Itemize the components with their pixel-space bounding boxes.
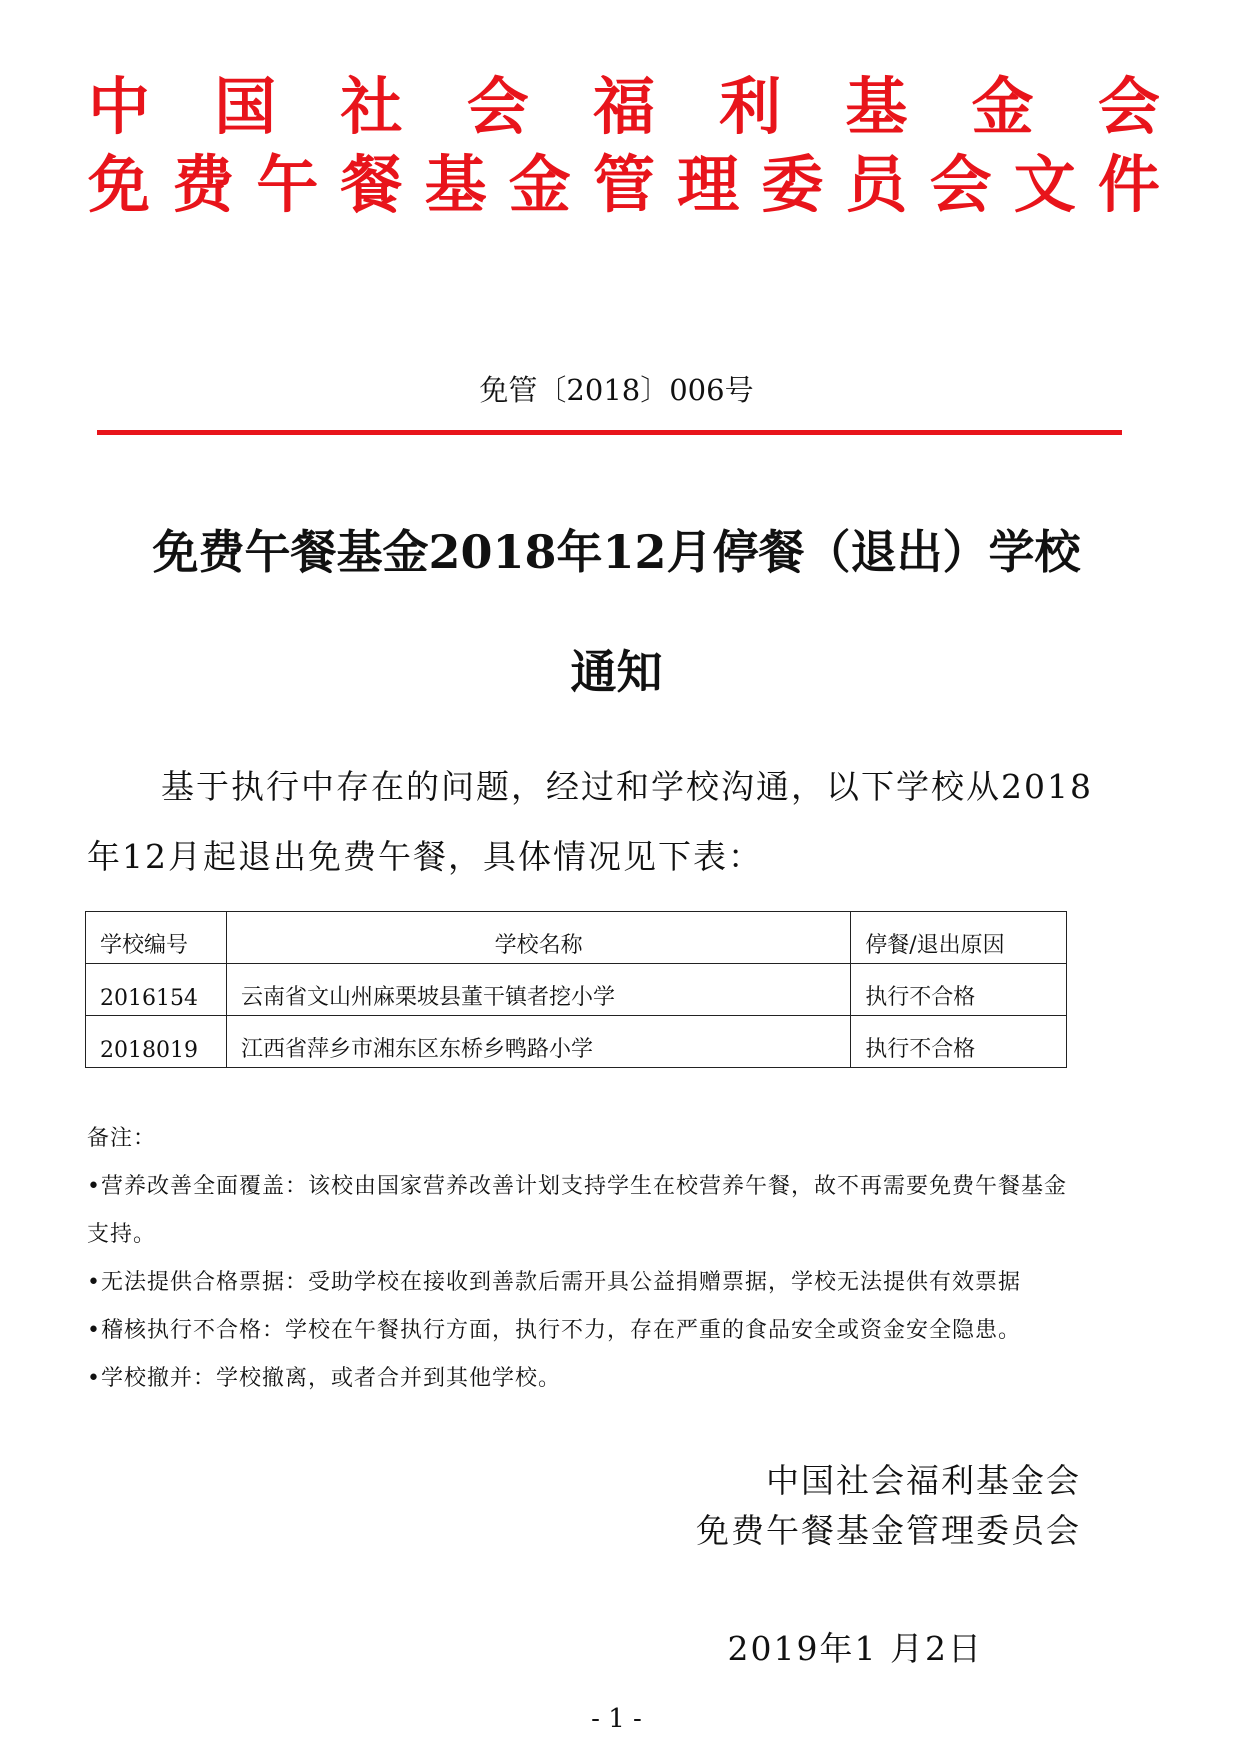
header-divider [97,430,1122,435]
org-char: 国 [214,70,277,143]
org-char: 会 [1097,70,1160,143]
org-char: 费 [172,148,235,221]
school-name-cell: 江西省萍乡市湘东区东桥乡鸭路小学 [226,1016,850,1068]
note-item: •营养改善全面覆盖：该校由国家营养改善计划支持学生在校营养午餐，故不再需要免费午餐基金 [87,1174,1067,1199]
org-char: 免 [88,148,151,221]
org-char: 理 [677,148,740,221]
table-header-cell: 停餐/退出原因 [851,912,1067,964]
org-name-line-1 [88,72,1160,142]
org-char: 社 [340,70,403,143]
signature-date: 2019年1 月2日 [727,1629,983,1668]
org-char: 文 [1013,148,1076,221]
body-paragraph-line-1: 基于执行中存在的问题，经过和学校沟通，以下学校从2018 [161,767,1093,806]
school-table [85,911,1067,1068]
body-paragraph-line-2: 年12月起退出免费午餐，具体情况见下表： [87,837,763,876]
org-char: 会 [466,70,529,143]
org-char: 件 [1097,148,1160,221]
school-name-cell: 云南省文山州麻栗坡县董干镇者挖小学 [226,964,850,1016]
notes-heading: 备注： [87,1126,157,1151]
table-row [86,964,1067,1016]
exit-reason-cell: 执行不合格 [851,964,1067,1016]
note-item: •稽核执行不合格：学校在午餐执行方面，执行不力，存在严重的食品安全或资金安全隐患。 [87,1318,1021,1343]
table-header-cell: 学校名称 [226,912,850,964]
document-number: 免管〔2018〕006号 [479,373,754,407]
org-char: 员 [845,148,908,221]
note-item: •学校撤并：学校撤离，或者合并到其他学校。 [87,1366,561,1391]
org-char: 中 [88,70,151,143]
org-char: 利 [719,70,782,143]
exit-reason-cell: 执行不合格 [851,1016,1067,1068]
page-number: - 1 - [591,1704,642,1734]
org-char: 管 [592,148,655,221]
org-char: 会 [929,148,992,221]
table-row [86,1016,1067,1068]
signature-org-1: 中国社会福利基金会 [766,1461,1081,1500]
org-char: 基 [424,148,487,221]
school-id-cell: 2016154 [86,964,227,1016]
org-char: 福 [592,70,655,143]
note-item: •无法提供合格票据：受助学校在接收到善款后需开具公益捐赠票据，学校无法提供有效票据 [87,1270,1021,1295]
org-char: 金 [508,148,571,221]
org-char: 午 [256,148,319,221]
signature-org-2: 免费午餐基金管理委员会 [696,1511,1081,1550]
note-item-continuation: 支持。 [87,1222,157,1247]
table-header-row [86,912,1067,964]
org-char: 金 [971,70,1034,143]
document-title-line-1: 免费午餐基金2018年12月停餐（退出）学校 [152,525,1081,579]
org-char: 基 [845,70,908,143]
table-header-cell: 学校编号 [86,912,227,964]
org-char: 餐 [340,148,403,221]
org-name-line-2 [88,150,1160,220]
school-id-cell: 2018019 [86,1016,227,1068]
org-char: 委 [761,148,824,221]
document-title-line-2: 通知 [570,645,663,699]
